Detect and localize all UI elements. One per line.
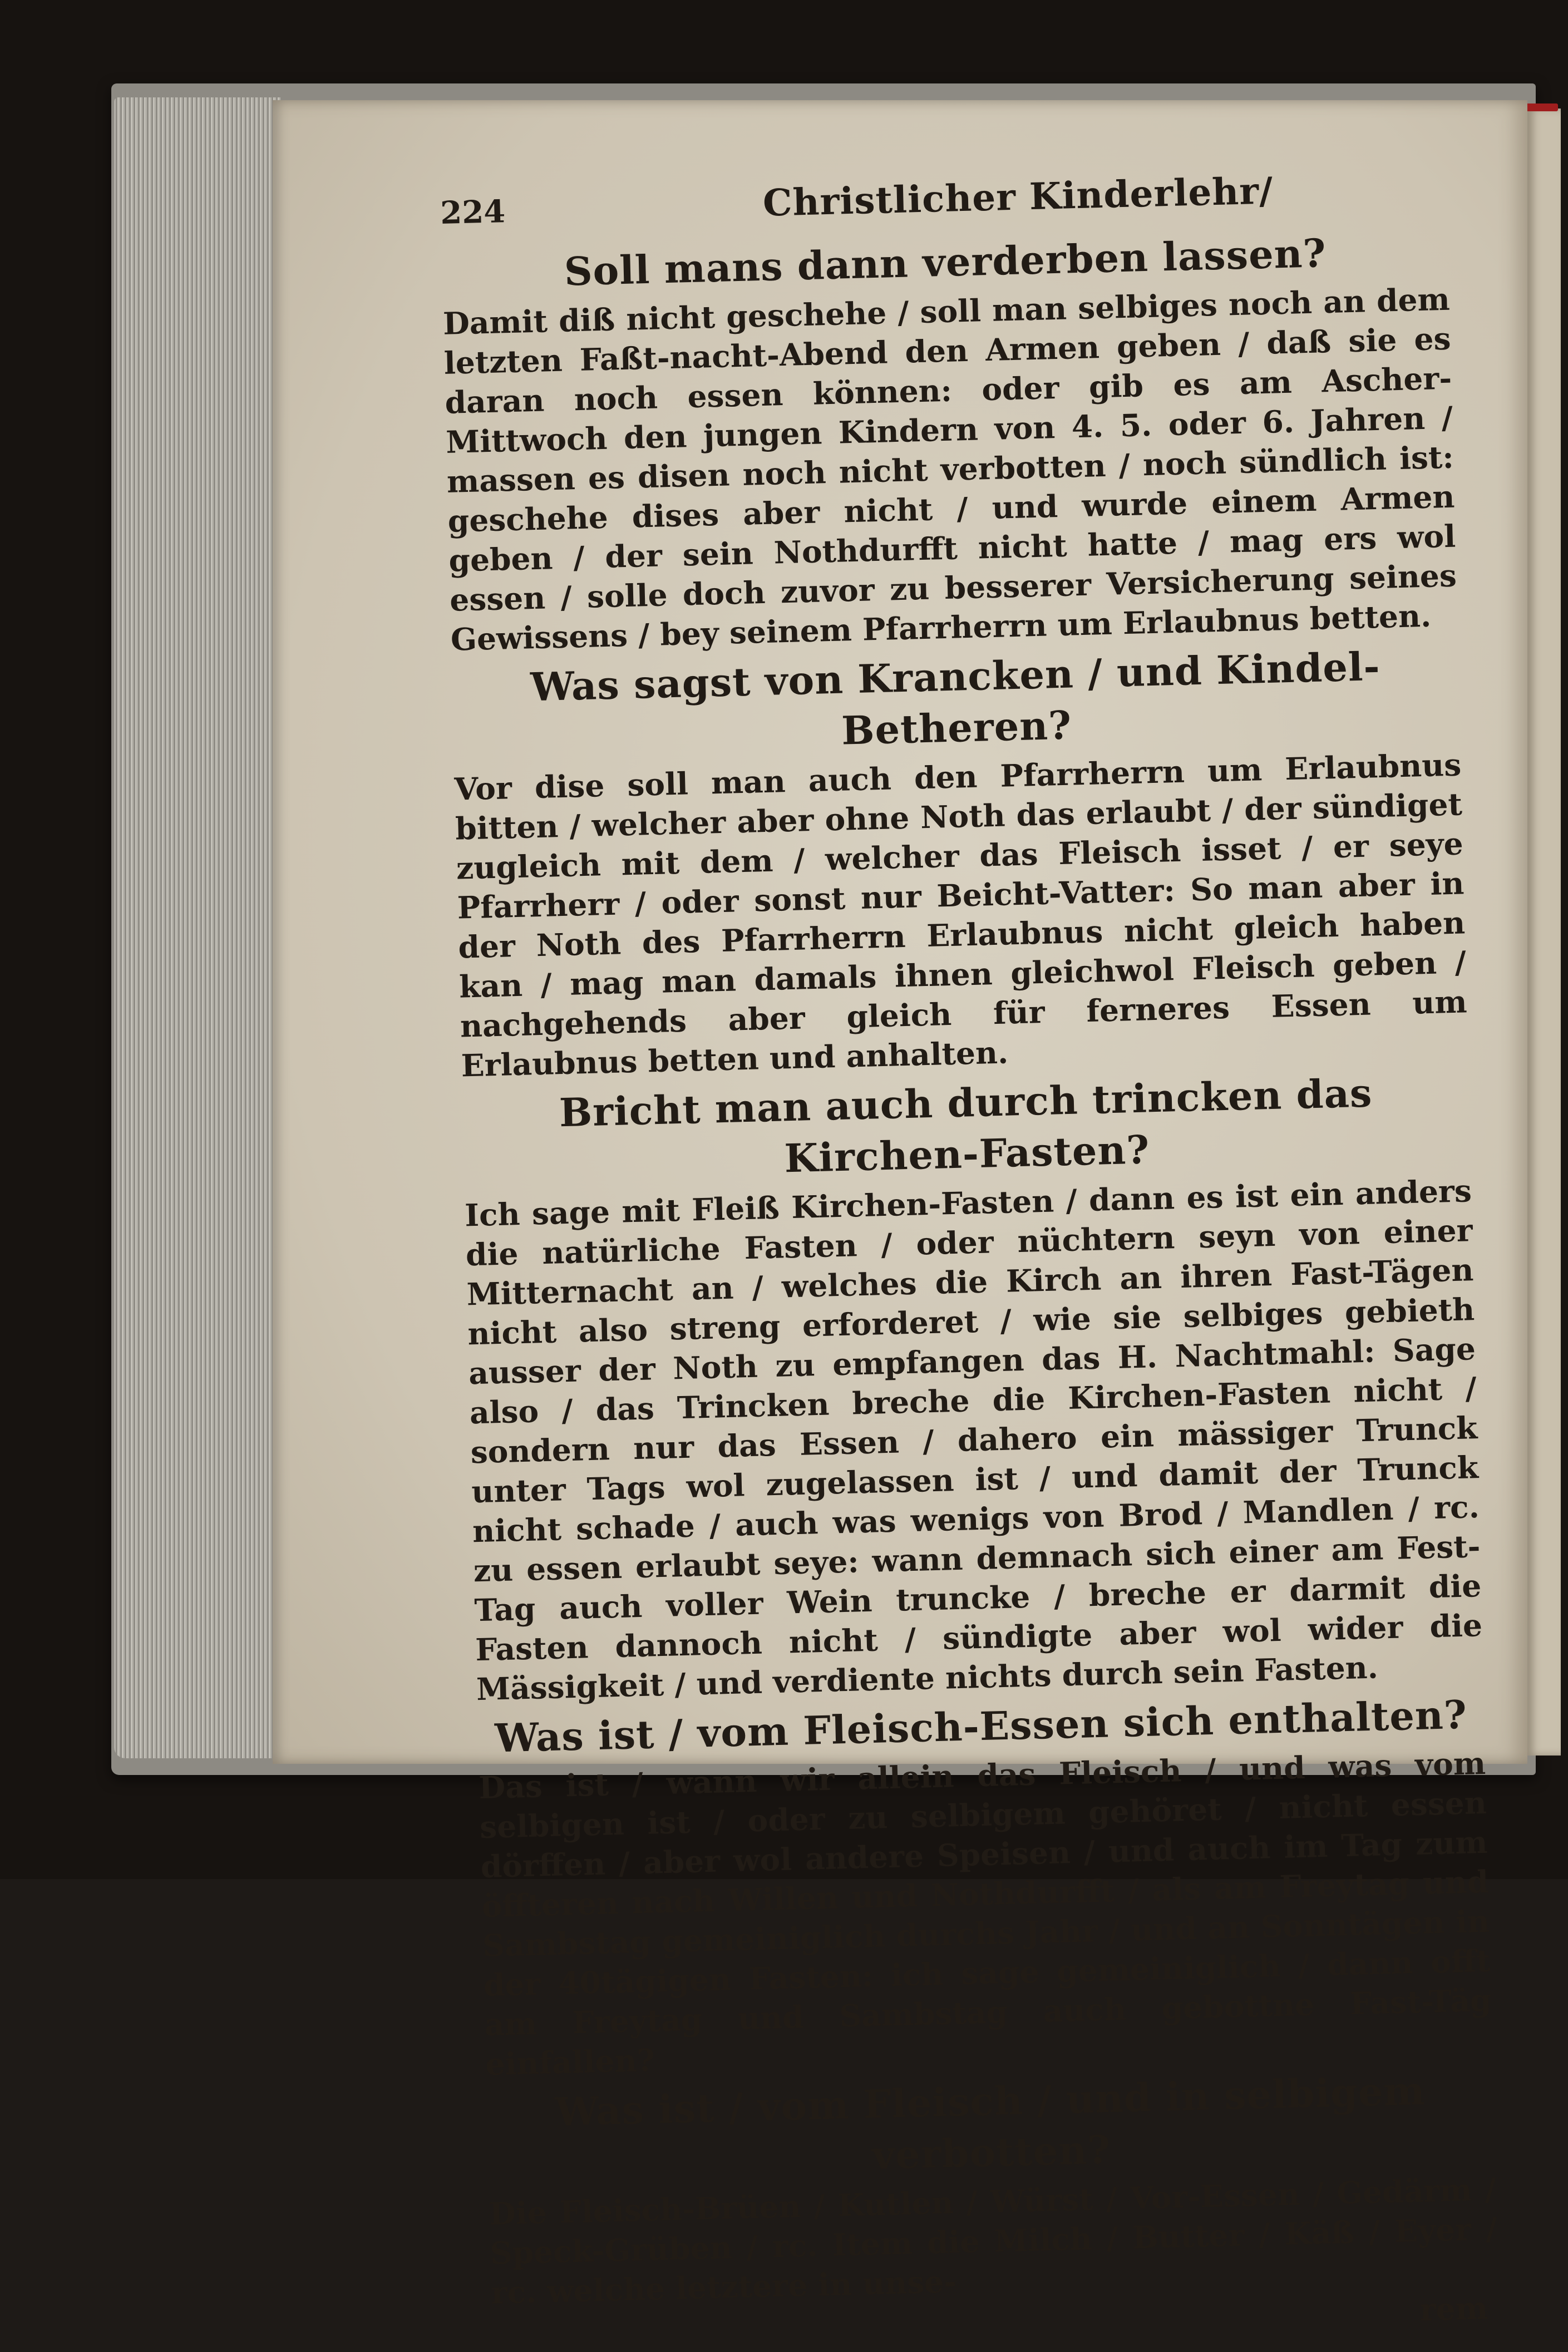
running-title: Christlicher Kinderlehr/: [762, 169, 1274, 225]
question-heading: Soll mans dann verderben lassen?: [564, 230, 1327, 295]
question-heading: Was ist / vom Fleisch / und in selbigem verbotten?: [554, 2067, 1426, 2179]
facing-page-edge: [1527, 109, 1561, 1756]
page-number: 224: [440, 193, 506, 231]
answer-paragraph: Ich sage mit Fleiß Kirchen-Fasten / dann es ist ein anders die natürliche Fasten / oder nüchtern seyn von einer Mitternacht an / welches die Kirch an ihren Fast-Tägen nicht also streng erforderet / wie sie selbiges gebieth ausser der Noth zu empfangen das H. Nachtmahl: Sage also / das Trincken breche die Kirchen-Fasten nicht / sondern nur das Essen / dahero ein mässiger Trunck unter Tags wol zugelassen ist / und damit der Trunck nicht schade / auch was wenigs von Brod / Mandlen / rc. zu essen erlaubt seye: wann demnach sich einer am Fest-Tag auch voller Wein truncke / breche er darmit die Fasten dannoch nicht / sündigte aber wol wider die Mässigkeit / und verdiente nichts durch sein Fasten.: [464, 1172, 1483, 1708]
page-edges: [114, 97, 281, 1758]
question-heading: Was sagst von Krancken / und Kindel-Betheren?: [530, 643, 1381, 754]
answer-paragraph: Das ist / wann wir allein das Fleisch / und was vom selbigen ist / oder zu selbigem gehöret / nicht essen dörffen / aber wol andere Speisen / und auch im Tag zum öffteren nach Willen und Nothdurfft / als am Freytag und Sambstag gemeiniglich durchs Jahr / und an Sonntägen in der 40tägigen Fasten: ich sage gemeiniglich / dann offt am Freytag und Sambstag auch gebottne Fast-Täg einfallen?: [478, 1744, 1492, 2082]
page-text: [440, 159, 1500, 2352]
catchword: rem: [1419, 2290, 1488, 2328]
answer-paragraph: Die Fleisch-Brüen / Kutlen / Würst / Vor-Essen / Gedärm / Speck-Grüben / rc. Item die Milch / Butter / Käß / Eyer / rc. welche letztere in unse-: [489, 2171, 1498, 2311]
question-heading: Was ist / vom Fleisch-Essen sich enthalten?: [494, 1691, 1468, 1762]
question-heading: Bricht man auch durch trincken das Kirchen-Fasten?: [559, 1069, 1373, 1182]
answer-paragraph: Vor dise soll man auch den Pfarrherrn um Erlaubnus bitten / welcher aber ohne Noth das erlaubt / der sündiget zugleich mit dem / welcher das Fleisch isset / er seye Pfarrherr / oder sonst nur Beicht-Vatter: So man aber in der Noth des Pfarrherrn Erlaubnus nicht gleich haben kan / mag man damals ihnen gleichwol Fleisch geben / nachgehends aber gleich für ferneres Essen um Erlaubnus betten und anhalten.: [453, 746, 1468, 1084]
answer-paragraph: Damit diß nicht geschehe / soll man selbiges noch an dem letzten Faßt-nacht-Abend den Armen geben / daß sie es daran noch essen können: oder gib es am Ascher-Mittwoch den jungen Kindern von 4. 5. oder 6. Jahren / massen es disen noch nicht verbotten / noch sündlich ist: geschehe dises aber nicht / und wurde einem Armen geben / der sein Nothdurfft nicht hatte / mag ers wol essen / solle doch zuvor zu besserer Versicherung seines Gewissens / bey seinem Pfarrherrn um Erlaubnus betten.: [442, 280, 1457, 658]
